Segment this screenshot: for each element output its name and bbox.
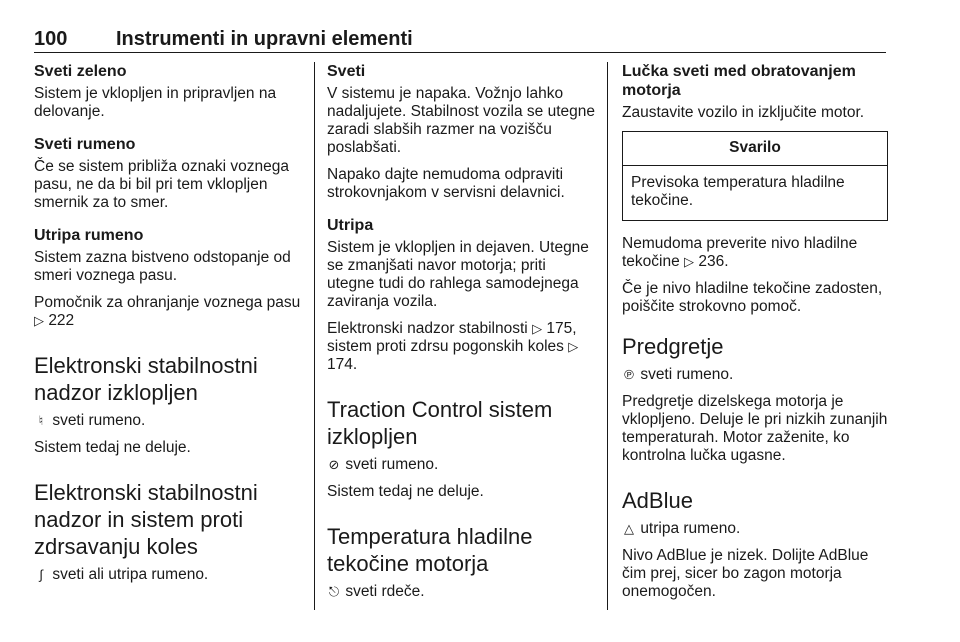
heading-esc-tc: Elektronski stabilnostni nadzor in sistem proti zdrsavanju koles [34,480,258,559]
heading-esc-off: Elektronski stabilnostni nadzor izklopljen [34,353,258,405]
text-seek-help: Če je nivo hladilne tekočine zadosten, poiščite strokovno pomoč. [622,280,883,315]
page-header [34,28,886,50]
heading-preheat: Predgretje [622,334,724,359]
esc-off-status: sveti rumeno. [52,412,146,429]
warning-box [622,131,888,221]
text-fault-service: Napako dajte nemudoma odpraviti strokovnjakom v servisni delavnici. [327,166,565,201]
preheat-status: sveti rumeno. [640,366,734,383]
column-3 [622,62,888,610]
esc-ref-label: Elektronski nadzor stabilnosti [327,320,528,337]
page-ref-coolant[interactable]: 236. [698,253,729,270]
page-ref-arrow-icon[interactable]: ▷ [568,339,579,354]
heading-tc-off: Traction Control sistem izklopljen [327,397,553,449]
warning-title: Svarilo [623,132,887,166]
header-rule [34,52,886,53]
esc-off-icon: ♮ [38,413,44,428]
text-lane-assist [34,294,304,330]
text-esc-off [34,412,304,430]
text-preheat: Predgretje dizelskega motorja je vklopljeno. Deluje le pri nizkih zunanjih temperaturah. Motor zaženite, ko kontrolna lučka ugasne. [622,393,888,464]
page-ref-esc[interactable]: 175, [546,320,577,337]
esc-tc-icon: ∫ [39,567,43,582]
column-divider-1 [314,62,315,610]
esc-tc-status: sveti ali utripa rumeno. [52,566,209,583]
page-number: 100 [34,28,68,50]
text-preheat-status [622,366,888,384]
text-cross-refs [327,320,597,374]
page-ref-arrow-icon[interactable]: ▷ [684,254,695,269]
text-stop-engine: Zaustavite vozilo in izključite motor. [622,104,865,121]
adblue-icon: △ [624,521,634,536]
text-green: Sistem je vklopljen in pripravljen na delovanje. [34,85,277,120]
text-amber: Če se sistem približa oznaki voznega pasu, ne da bi bil pri tem vklopljen smernik za to smer. [34,158,290,211]
check-coolant-label: Nemudoma preverite nivo hladilne tekočine [622,235,858,270]
heading-green: Sveti zeleno [34,63,127,80]
text-adblue: Nivo AdBlue je nizek. Dolijte AdBlue čim prej, sicer bo zagon motorja onemogočen. [622,547,869,600]
page-ref-tc[interactable]: 174. [327,356,358,373]
glow-plug-icon: ℗ [624,367,634,382]
text-fault: V sistemu je napaka. Vožnjo lahko nadaljujete. Stabilnost vozila se utegne zaradi slabših razmer na vozišču poslabšati. [327,85,595,156]
running-title: Instrumenti in upravni elementi [116,28,413,50]
coolant-temp-icon: ⎋ [328,584,340,599]
text-check-coolant [622,235,888,271]
heading-lamp-running: Lučka sveti med obratovanjem motorja [622,63,856,99]
text-flash-amber: Sistem zazna bistveno odstopanje od smeri voznega pasu. [34,249,291,284]
heading-flashes: Utripa [327,217,374,234]
column-2 [327,62,597,610]
warning-text: Previsoka temperatura hladilne tekočine. [631,174,845,209]
text-coolant-temp [327,583,597,601]
heading-adblue: AdBlue [622,488,693,513]
page-ref-arrow-icon[interactable]: ▷ [34,313,44,328]
heading-coolant-temp: Temperatura hladilne tekočine motorja [327,524,533,576]
coolant-temp-status: sveti rdeče. [345,583,425,600]
page-ref-lane-assist[interactable]: 222 [48,312,75,329]
text-active: Sistem je vklopljen in dejaven. Utegne se zmanjšati navor motorja; priti utegne tudi do rahlega samodejnega zaviranja vozila. [327,239,589,310]
column-divider-2 [607,62,608,610]
text-adblue-status [622,520,888,538]
heading-amber: Sveti rumeno [34,136,136,153]
tc-off-icon: ⊘ [328,457,340,472]
heading-lights: Sveti [327,63,366,80]
adblue-status: utripa rumeno. [640,520,741,537]
text-tc-unavailable: Sistem tedaj ne deluje. [327,483,484,500]
lane-assist-label: Pomočnik za ohranjanje voznega pasu [34,294,301,311]
tc-off-status: sveti rumeno. [345,456,439,473]
text-esc-tc [34,566,304,584]
text-esc-unavailable: Sistem tedaj ne deluje. [34,439,191,456]
tc-ref-label: sistem proti zdrsu pogonskih koles [327,338,564,355]
heading-flash-amber: Utripa rumeno [34,227,144,244]
column-1 [34,62,304,593]
text-tc-off [327,456,597,474]
page-ref-arrow-icon[interactable]: ▷ [532,321,543,336]
